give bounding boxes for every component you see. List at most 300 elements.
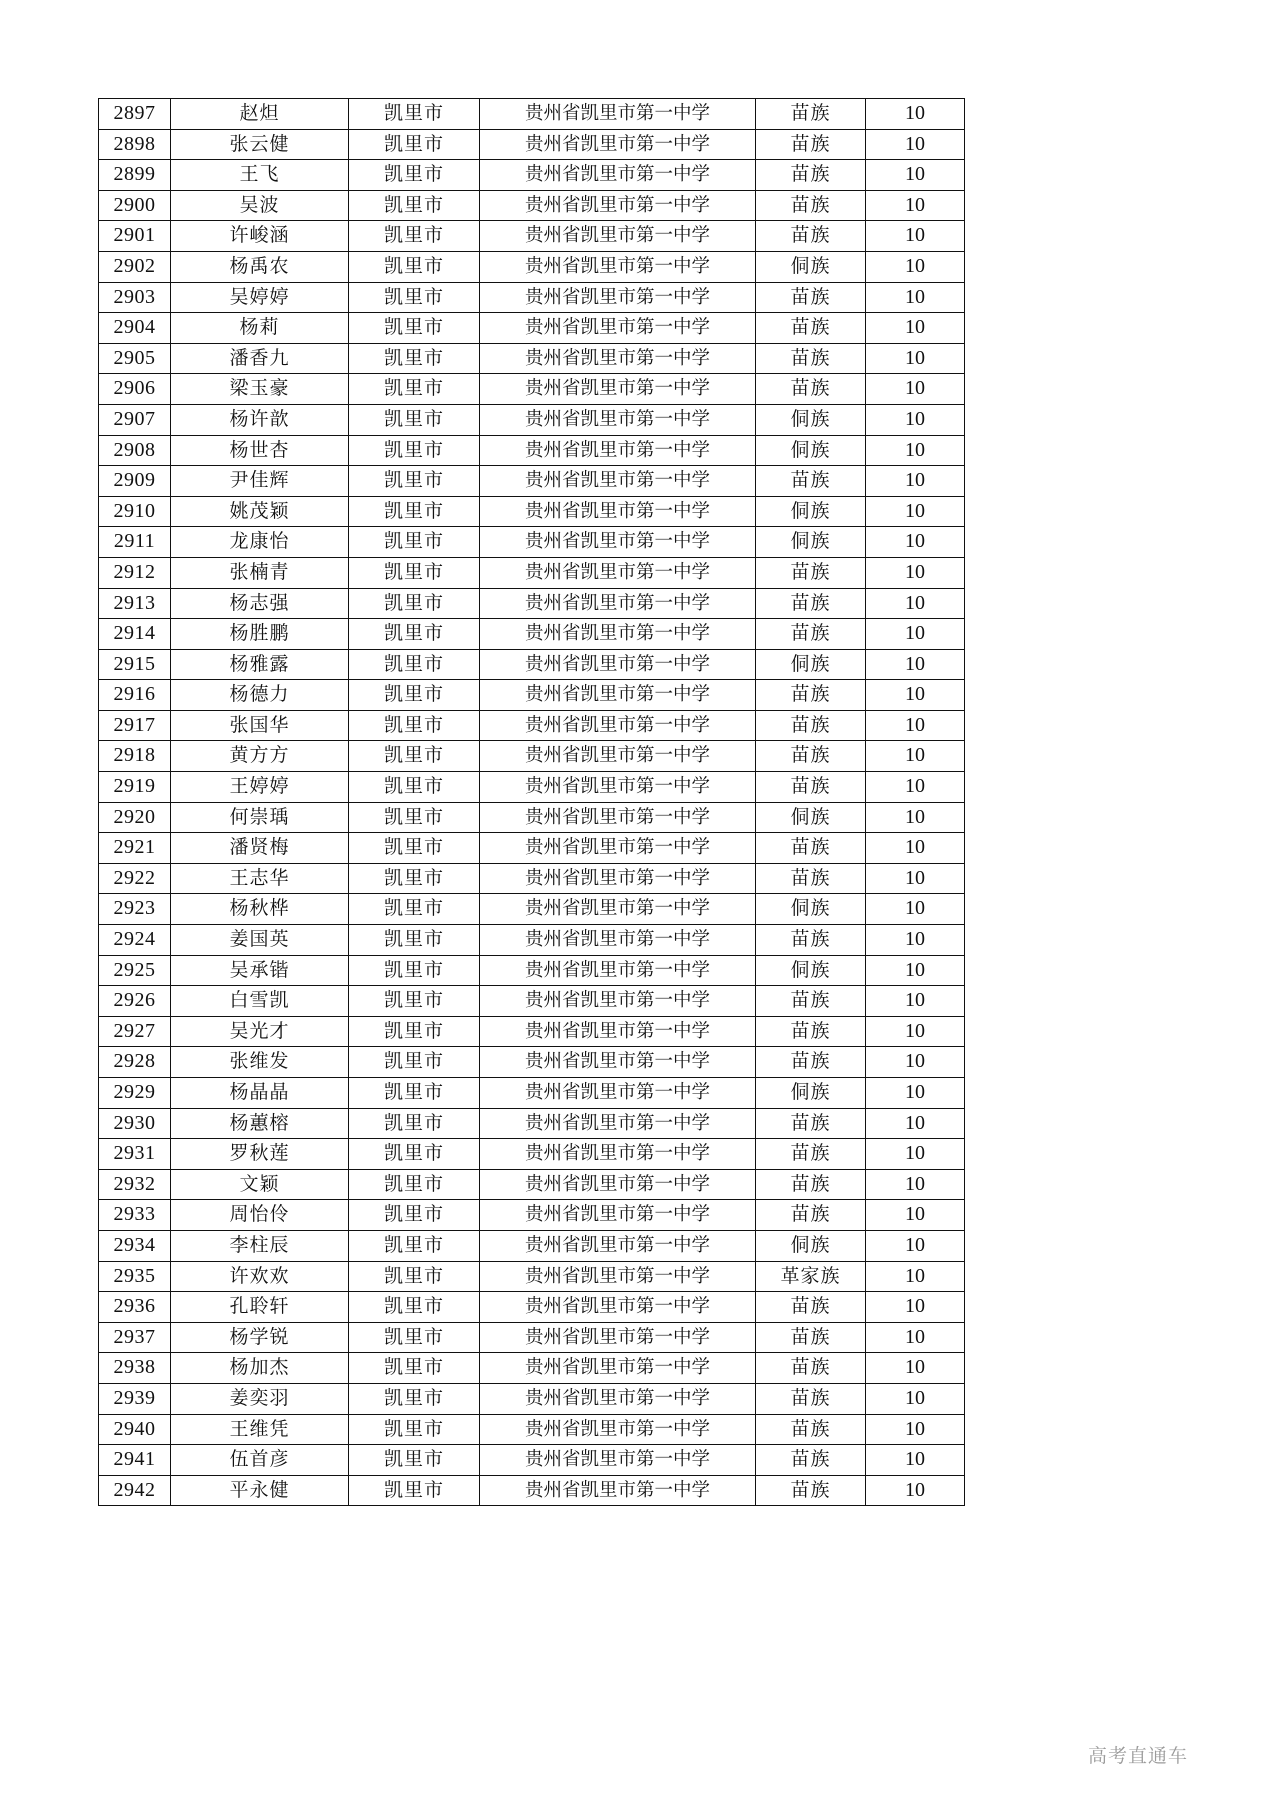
row-id: 2939 [99, 1383, 171, 1414]
table-row [99, 129, 965, 160]
row-score: 10 [866, 313, 965, 344]
row-city: 凯里市 [349, 374, 480, 405]
row-id: 2942 [99, 1475, 171, 1506]
roster-table [98, 98, 965, 1506]
row-score: 10 [866, 1169, 965, 1200]
row-ethnicity: 苗族 [756, 557, 866, 588]
row-city: 凯里市 [349, 343, 480, 374]
row-school: 贵州省凯里市第一中学 [480, 1139, 756, 1170]
row-school: 贵州省凯里市第一中学 [480, 1414, 756, 1445]
table-row [99, 435, 965, 466]
row-score: 10 [866, 374, 965, 405]
row-ethnicity: 苗族 [756, 619, 866, 650]
row-name: 杨莉 [171, 313, 349, 344]
row-city: 凯里市 [349, 619, 480, 650]
row-city: 凯里市 [349, 1383, 480, 1414]
row-school: 贵州省凯里市第一中学 [480, 1230, 756, 1261]
row-city: 凯里市 [349, 282, 480, 313]
row-score: 10 [866, 1261, 965, 1292]
row-name: 龙康怡 [171, 527, 349, 558]
row-id: 2904 [99, 313, 171, 344]
row-city: 凯里市 [349, 1108, 480, 1139]
row-school: 贵州省凯里市第一中学 [480, 680, 756, 711]
row-city: 凯里市 [349, 1322, 480, 1353]
row-city: 凯里市 [349, 251, 480, 282]
row-name: 吴婷婷 [171, 282, 349, 313]
row-city: 凯里市 [349, 710, 480, 741]
table-row [99, 894, 965, 925]
table-row [99, 282, 965, 313]
row-id: 2935 [99, 1261, 171, 1292]
row-score: 10 [866, 129, 965, 160]
table-row [99, 251, 965, 282]
row-school: 贵州省凯里市第一中学 [480, 557, 756, 588]
row-name: 王维凭 [171, 1414, 349, 1445]
row-score: 10 [866, 833, 965, 864]
row-school: 贵州省凯里市第一中学 [480, 404, 756, 435]
table-row [99, 1016, 965, 1047]
row-school: 贵州省凯里市第一中学 [480, 99, 756, 130]
row-name: 张维发 [171, 1047, 349, 1078]
row-ethnicity: 苗族 [756, 190, 866, 221]
row-ethnicity: 侗族 [756, 251, 866, 282]
row-city: 凯里市 [349, 190, 480, 221]
row-ethnicity: 苗族 [756, 1169, 866, 1200]
row-city: 凯里市 [349, 680, 480, 711]
roster-table-container [98, 98, 934, 1506]
row-school: 贵州省凯里市第一中学 [480, 925, 756, 956]
row-ethnicity: 苗族 [756, 1353, 866, 1384]
row-city: 凯里市 [349, 1200, 480, 1231]
row-score: 10 [866, 1383, 965, 1414]
row-id: 2900 [99, 190, 171, 221]
table-row [99, 741, 965, 772]
row-ethnicity: 苗族 [756, 863, 866, 894]
row-name: 杨德力 [171, 680, 349, 711]
row-name: 尹佳辉 [171, 466, 349, 497]
table-row [99, 1414, 965, 1445]
row-id: 2924 [99, 925, 171, 956]
row-score: 10 [866, 343, 965, 374]
row-id: 2915 [99, 649, 171, 680]
row-id: 2903 [99, 282, 171, 313]
row-score: 10 [866, 466, 965, 497]
row-city: 凯里市 [349, 435, 480, 466]
table-row [99, 313, 965, 344]
row-id: 2920 [99, 802, 171, 833]
row-score: 10 [866, 1016, 965, 1047]
row-ethnicity: 革家族 [756, 1261, 866, 1292]
row-city: 凯里市 [349, 99, 480, 130]
row-score: 10 [866, 772, 965, 803]
row-name: 吴光才 [171, 1016, 349, 1047]
row-score: 10 [866, 649, 965, 680]
row-city: 凯里市 [349, 741, 480, 772]
row-name: 王飞 [171, 160, 349, 191]
row-ethnicity: 苗族 [756, 741, 866, 772]
row-ethnicity: 苗族 [756, 1322, 866, 1353]
table-row [99, 1261, 965, 1292]
row-school: 贵州省凯里市第一中学 [480, 1475, 756, 1506]
row-city: 凯里市 [349, 1016, 480, 1047]
table-row [99, 1169, 965, 1200]
row-city: 凯里市 [349, 1292, 480, 1323]
row-id: 2938 [99, 1353, 171, 1384]
row-id: 2913 [99, 588, 171, 619]
row-id: 2933 [99, 1200, 171, 1231]
row-ethnicity: 苗族 [756, 680, 866, 711]
row-ethnicity: 苗族 [756, 588, 866, 619]
row-id: 2907 [99, 404, 171, 435]
row-score: 10 [866, 527, 965, 558]
row-score: 10 [866, 435, 965, 466]
table-row [99, 925, 965, 956]
row-ethnicity: 苗族 [756, 282, 866, 313]
row-school: 贵州省凯里市第一中学 [480, 1353, 756, 1384]
row-score: 10 [866, 894, 965, 925]
row-school: 贵州省凯里市第一中学 [480, 1322, 756, 1353]
row-ethnicity: 苗族 [756, 1445, 866, 1476]
row-id: 2902 [99, 251, 171, 282]
row-score: 10 [866, 190, 965, 221]
row-score: 10 [866, 1475, 965, 1506]
table-row [99, 99, 965, 130]
row-id: 2929 [99, 1078, 171, 1109]
row-ethnicity: 苗族 [756, 1475, 866, 1506]
row-city: 凯里市 [349, 1169, 480, 1200]
row-ethnicity: 苗族 [756, 160, 866, 191]
row-school: 贵州省凯里市第一中学 [480, 772, 756, 803]
row-name: 杨世杏 [171, 435, 349, 466]
row-school: 贵州省凯里市第一中学 [480, 894, 756, 925]
row-city: 凯里市 [349, 1353, 480, 1384]
row-school: 贵州省凯里市第一中学 [480, 466, 756, 497]
row-city: 凯里市 [349, 1078, 480, 1109]
row-score: 10 [866, 1200, 965, 1231]
row-city: 凯里市 [349, 894, 480, 925]
table-row [99, 772, 965, 803]
row-school: 贵州省凯里市第一中学 [480, 1445, 756, 1476]
row-name: 杨蕙榕 [171, 1108, 349, 1139]
table-row [99, 1047, 965, 1078]
row-ethnicity: 侗族 [756, 955, 866, 986]
table-row [99, 986, 965, 1017]
row-id: 2930 [99, 1108, 171, 1139]
row-city: 凯里市 [349, 466, 480, 497]
table-row [99, 1200, 965, 1231]
row-city: 凯里市 [349, 925, 480, 956]
row-id: 2912 [99, 557, 171, 588]
row-id: 2932 [99, 1169, 171, 1200]
row-ethnicity: 侗族 [756, 496, 866, 527]
row-school: 贵州省凯里市第一中学 [480, 619, 756, 650]
row-score: 10 [866, 221, 965, 252]
row-score: 10 [866, 1108, 965, 1139]
row-ethnicity: 苗族 [756, 1016, 866, 1047]
row-id: 2918 [99, 741, 171, 772]
row-id: 2940 [99, 1414, 171, 1445]
row-city: 凯里市 [349, 1047, 480, 1078]
row-city: 凯里市 [349, 313, 480, 344]
row-score: 10 [866, 1139, 965, 1170]
row-id: 2919 [99, 772, 171, 803]
row-score: 10 [866, 863, 965, 894]
row-score: 10 [866, 496, 965, 527]
row-school: 贵州省凯里市第一中学 [480, 1169, 756, 1200]
row-ethnicity: 苗族 [756, 986, 866, 1017]
row-score: 10 [866, 282, 965, 313]
row-score: 10 [866, 588, 965, 619]
row-name: 许欢欢 [171, 1261, 349, 1292]
row-school: 贵州省凯里市第一中学 [480, 1078, 756, 1109]
row-city: 凯里市 [349, 986, 480, 1017]
row-id: 2931 [99, 1139, 171, 1170]
row-school: 贵州省凯里市第一中学 [480, 282, 756, 313]
row-school: 贵州省凯里市第一中学 [480, 1383, 756, 1414]
row-ethnicity: 苗族 [756, 129, 866, 160]
row-ethnicity: 苗族 [756, 1383, 866, 1414]
table-row [99, 802, 965, 833]
row-id: 2908 [99, 435, 171, 466]
table-row [99, 619, 965, 650]
row-ethnicity: 苗族 [756, 343, 866, 374]
row-id: 2923 [99, 894, 171, 925]
row-school: 贵州省凯里市第一中学 [480, 251, 756, 282]
table-row [99, 1383, 965, 1414]
row-score: 10 [866, 955, 965, 986]
row-ethnicity: 侗族 [756, 802, 866, 833]
row-score: 10 [866, 99, 965, 130]
row-ethnicity: 苗族 [756, 710, 866, 741]
row-id: 2922 [99, 863, 171, 894]
row-city: 凯里市 [349, 802, 480, 833]
row-school: 贵州省凯里市第一中学 [480, 527, 756, 558]
roster-table-body [99, 99, 965, 1506]
row-ethnicity: 苗族 [756, 1108, 866, 1139]
row-id: 2916 [99, 680, 171, 711]
row-score: 10 [866, 1445, 965, 1476]
row-name: 张楠青 [171, 557, 349, 588]
row-id: 2917 [99, 710, 171, 741]
row-city: 凯里市 [349, 160, 480, 191]
row-ethnicity: 苗族 [756, 466, 866, 497]
row-city: 凯里市 [349, 772, 480, 803]
table-row [99, 1475, 965, 1506]
row-score: 10 [866, 160, 965, 191]
table-row [99, 1353, 965, 1384]
table-row [99, 833, 965, 864]
row-id: 2906 [99, 374, 171, 405]
row-ethnicity: 苗族 [756, 221, 866, 252]
row-ethnicity: 苗族 [756, 1139, 866, 1170]
row-name: 王志华 [171, 863, 349, 894]
table-row [99, 496, 965, 527]
row-score: 10 [866, 925, 965, 956]
row-ethnicity: 苗族 [756, 313, 866, 344]
row-ethnicity: 侗族 [756, 435, 866, 466]
row-name: 潘贤梅 [171, 833, 349, 864]
row-id: 2911 [99, 527, 171, 558]
row-ethnicity: 苗族 [756, 772, 866, 803]
row-name: 白雪凯 [171, 986, 349, 1017]
row-city: 凯里市 [349, 1475, 480, 1506]
row-school: 贵州省凯里市第一中学 [480, 313, 756, 344]
table-row [99, 374, 965, 405]
table-row [99, 1445, 965, 1476]
row-school: 贵州省凯里市第一中学 [480, 374, 756, 405]
row-city: 凯里市 [349, 1139, 480, 1170]
row-school: 贵州省凯里市第一中学 [480, 955, 756, 986]
row-name: 杨秋桦 [171, 894, 349, 925]
row-city: 凯里市 [349, 527, 480, 558]
row-school: 贵州省凯里市第一中学 [480, 221, 756, 252]
row-score: 10 [866, 1047, 965, 1078]
row-name: 李柱辰 [171, 1230, 349, 1261]
row-city: 凯里市 [349, 1414, 480, 1445]
row-city: 凯里市 [349, 1261, 480, 1292]
row-name: 姚茂颖 [171, 496, 349, 527]
row-id: 2937 [99, 1322, 171, 1353]
row-name: 何崇瑀 [171, 802, 349, 833]
row-name: 吴承锴 [171, 955, 349, 986]
table-row [99, 1292, 965, 1323]
table-row [99, 1078, 965, 1109]
row-name: 杨许歆 [171, 404, 349, 435]
row-ethnicity: 侗族 [756, 894, 866, 925]
row-name: 张国华 [171, 710, 349, 741]
row-name: 杨雅露 [171, 649, 349, 680]
row-name: 张云健 [171, 129, 349, 160]
row-score: 10 [866, 710, 965, 741]
watermark-label: 高考直通车 [1087, 1745, 1188, 1767]
row-score: 10 [866, 986, 965, 1017]
table-row [99, 404, 965, 435]
row-city: 凯里市 [349, 863, 480, 894]
row-id: 2936 [99, 1292, 171, 1323]
row-name: 杨加杰 [171, 1353, 349, 1384]
table-row [99, 710, 965, 741]
row-id: 2909 [99, 466, 171, 497]
row-name: 罗秋莲 [171, 1139, 349, 1170]
table-row [99, 1322, 965, 1353]
row-school: 贵州省凯里市第一中学 [480, 863, 756, 894]
row-score: 10 [866, 1078, 965, 1109]
row-school: 贵州省凯里市第一中学 [480, 435, 756, 466]
row-school: 贵州省凯里市第一中学 [480, 1261, 756, 1292]
row-id: 2928 [99, 1047, 171, 1078]
row-ethnicity: 苗族 [756, 1414, 866, 1445]
row-score: 10 [866, 619, 965, 650]
table-row [99, 649, 965, 680]
row-school: 贵州省凯里市第一中学 [480, 1047, 756, 1078]
row-id: 2901 [99, 221, 171, 252]
row-id: 2898 [99, 129, 171, 160]
table-row [99, 343, 965, 374]
row-school: 贵州省凯里市第一中学 [480, 1108, 756, 1139]
table-row [99, 527, 965, 558]
row-school: 贵州省凯里市第一中学 [480, 833, 756, 864]
table-row [99, 190, 965, 221]
row-school: 贵州省凯里市第一中学 [480, 190, 756, 221]
row-ethnicity: 苗族 [756, 833, 866, 864]
row-name: 伍首彦 [171, 1445, 349, 1476]
row-name: 杨学锐 [171, 1322, 349, 1353]
table-row [99, 466, 965, 497]
row-score: 10 [866, 680, 965, 711]
row-ethnicity: 苗族 [756, 1200, 866, 1231]
row-city: 凯里市 [349, 129, 480, 160]
row-name: 杨胜鹏 [171, 619, 349, 650]
row-school: 贵州省凯里市第一中学 [480, 343, 756, 374]
table-row [99, 557, 965, 588]
row-id: 2910 [99, 496, 171, 527]
row-name: 姜国英 [171, 925, 349, 956]
row-score: 10 [866, 404, 965, 435]
row-name: 潘香九 [171, 343, 349, 374]
row-score: 10 [866, 1353, 965, 1384]
row-name: 杨禹农 [171, 251, 349, 282]
row-id: 2921 [99, 833, 171, 864]
row-id: 2899 [99, 160, 171, 191]
row-score: 10 [866, 1322, 965, 1353]
row-name: 吴波 [171, 190, 349, 221]
row-ethnicity: 侗族 [756, 404, 866, 435]
row-ethnicity: 苗族 [756, 374, 866, 405]
row-school: 贵州省凯里市第一中学 [480, 649, 756, 680]
row-name: 梁玉豪 [171, 374, 349, 405]
row-city: 凯里市 [349, 649, 480, 680]
row-id: 2934 [99, 1230, 171, 1261]
row-ethnicity: 侗族 [756, 1230, 866, 1261]
row-score: 10 [866, 251, 965, 282]
row-name: 赵炟 [171, 99, 349, 130]
row-school: 贵州省凯里市第一中学 [480, 160, 756, 191]
table-row [99, 680, 965, 711]
row-ethnicity: 苗族 [756, 925, 866, 956]
row-id: 2905 [99, 343, 171, 374]
row-school: 贵州省凯里市第一中学 [480, 741, 756, 772]
table-row [99, 588, 965, 619]
table-row [99, 1230, 965, 1261]
row-school: 贵州省凯里市第一中学 [480, 588, 756, 619]
row-city: 凯里市 [349, 955, 480, 986]
row-score: 10 [866, 802, 965, 833]
row-name: 杨志强 [171, 588, 349, 619]
table-row [99, 221, 965, 252]
row-name: 孔聆轩 [171, 1292, 349, 1323]
row-ethnicity: 苗族 [756, 1292, 866, 1323]
table-row [99, 1108, 965, 1139]
row-ethnicity: 苗族 [756, 1047, 866, 1078]
row-name: 黄方方 [171, 741, 349, 772]
row-id: 2926 [99, 986, 171, 1017]
row-score: 10 [866, 557, 965, 588]
row-city: 凯里市 [349, 588, 480, 619]
table-row [99, 955, 965, 986]
row-school: 贵州省凯里市第一中学 [480, 129, 756, 160]
row-name: 平永健 [171, 1475, 349, 1506]
row-id: 2914 [99, 619, 171, 650]
row-city: 凯里市 [349, 1230, 480, 1261]
row-ethnicity: 侗族 [756, 527, 866, 558]
row-name: 周怡伶 [171, 1200, 349, 1231]
row-school: 贵州省凯里市第一中学 [480, 1016, 756, 1047]
row-id: 2897 [99, 99, 171, 130]
row-ethnicity: 侗族 [756, 1078, 866, 1109]
row-ethnicity: 侗族 [756, 649, 866, 680]
row-name: 文颖 [171, 1169, 349, 1200]
row-id: 2925 [99, 955, 171, 986]
